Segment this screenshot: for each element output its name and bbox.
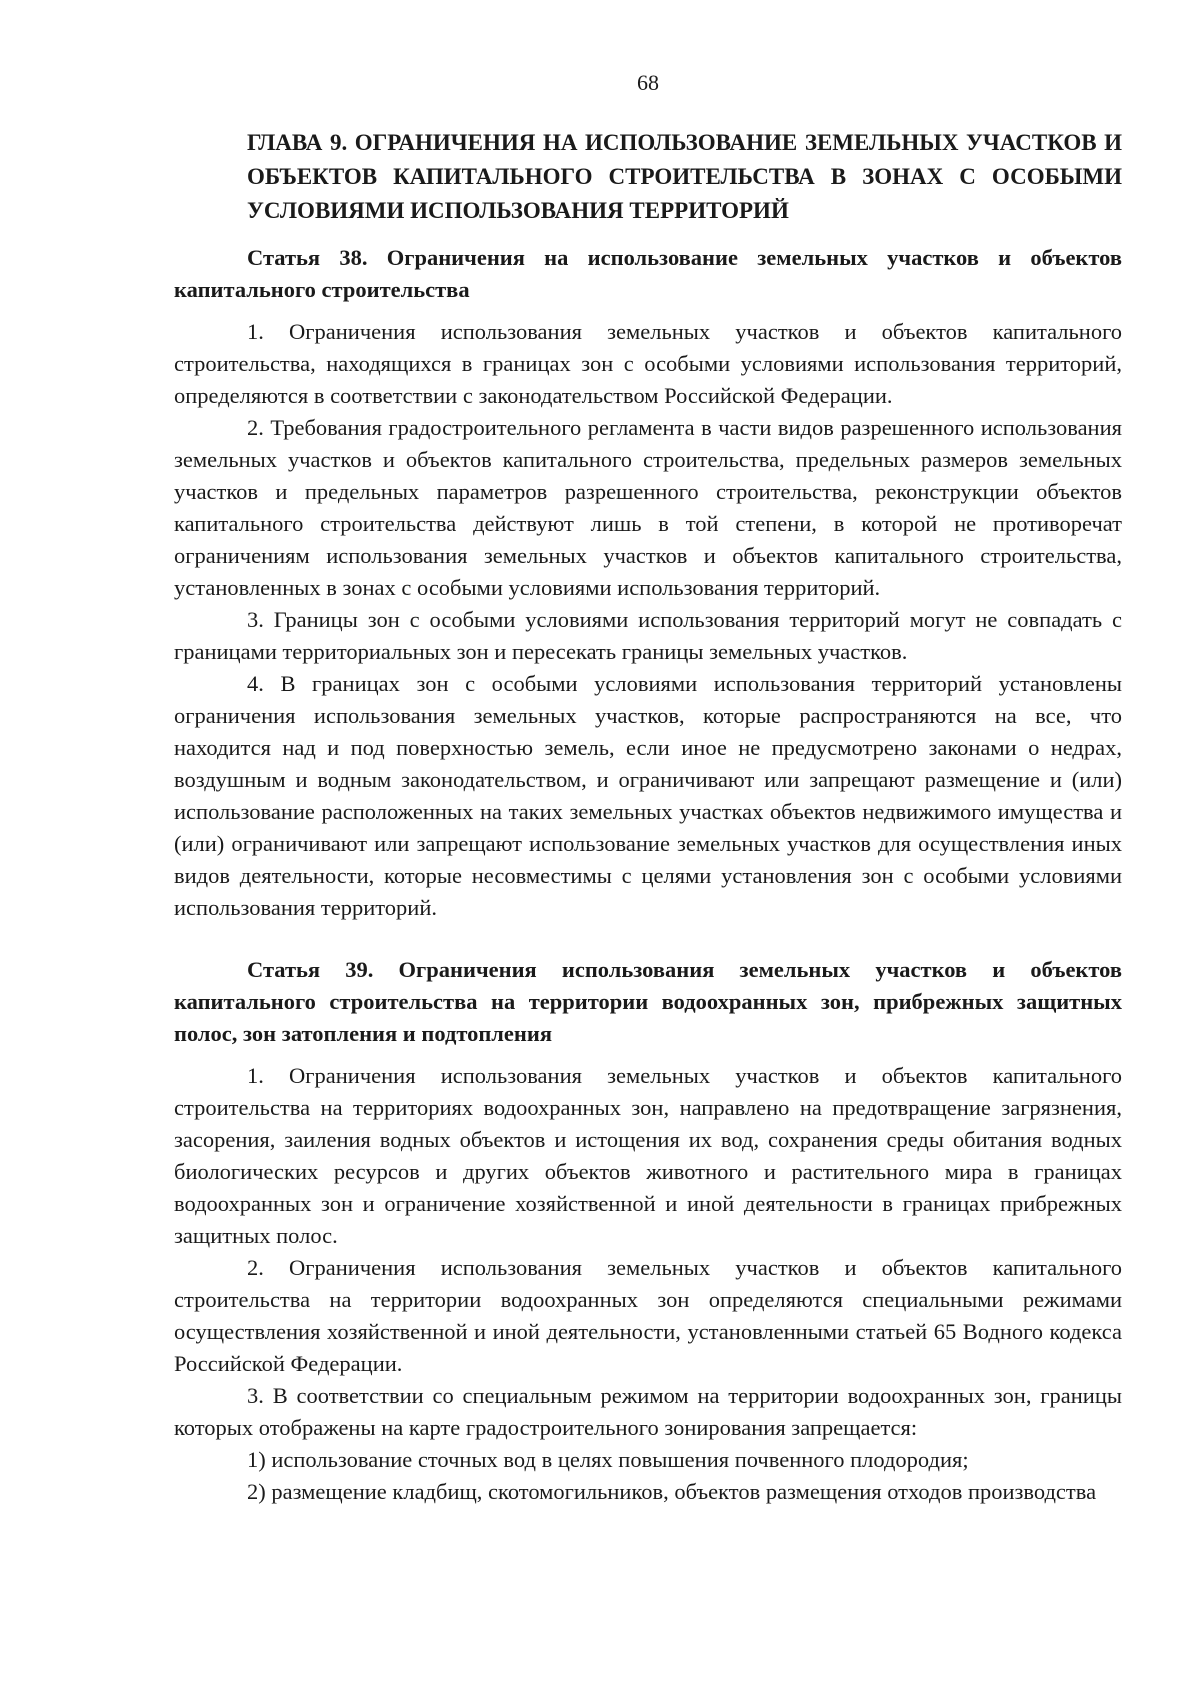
article-39-list-item-2: 2) размещение кладбищ, скотомогильников, объектов размещения отходов производства bbox=[247, 1479, 1097, 1504]
article-39-title: Статья 39. Ограничения использования земельных участков и объектов капитального строительства на территории водоохранных зон, прибрежных защитных полос, зон затопления и подтопления bbox=[174, 957, 1122, 1046]
article-38-paragraph-2: 2. Требования градостроительного регламента в части видов разрешенного использования земельных участков и объектов капитального строительства, предельных размеров земельных участков и предельных параметров разрешенного строительства, реконструкции объектов капитального строительства действуют лишь в той степени, в которой не противоречат ограничениям использования земельных участков и объектов капитального строительства, установленных в зонах с особыми условиями использования территорий. bbox=[174, 415, 1122, 600]
article-38-paragraph-1: 1. Ограничения использования земельных участков и объектов капитального строительства, находящихся в границах зон с особыми условиями использования территорий, определяются в соответствии с законодательством Российской Федерации. bbox=[174, 319, 1122, 408]
article-38-paragraph-3: 3. Границы зон с особыми условиями использования территорий могут не совпадать с границами территориальных зон и пересекать границы земельных участков. bbox=[174, 607, 1122, 664]
chapter-title: ГЛАВА 9. ОГРАНИЧЕНИЯ НА ИСПОЛЬЗОВАНИЕ ЗЕМЕЛЬНЫХ УЧАСТКОВ И ОБЪЕКТОВ КАПИТАЛЬНОГО СТРОИТЕЛЬСТВА В ЗОНАХ С ОСОБЫМИ УСЛОВИЯМИ ИСПОЛЬЗОВАНИЯ ТЕРРИТОРИЙ bbox=[247, 130, 1122, 223]
section-gap bbox=[174, 924, 1122, 954]
article-39-list-item-1: 1) использование сточных вод в целях повышения почвенного плодородия; bbox=[247, 1447, 969, 1472]
article-38-title: Статья 38. Ограничения на использование земельных участков и объектов капитального строительства bbox=[174, 245, 1122, 302]
article-39-paragraph-2: 2. Ограничения использования земельных участков и объектов капитального строительства на территории водоохранных зон определяются специальными режимами осуществления хозяйственной и иной деятельности, установленными статьей 65 Водного кодекса Российской Федерации. bbox=[174, 1255, 1122, 1376]
article-39-paragraph-1: 1. Ограничения использования земельных участков и объектов капитального строительства на территориях водоохранных зон, направлено на предотвращение загрязнения, засорения, заиления водных объектов и истощения их вод, сохранения среды обитания водных биологических ресурсов и других объектов животного и растительного мира в границах водоохранных зон и ограничение хозяйственной и иной деятельности в границах прибрежных защитных полос. bbox=[174, 1063, 1122, 1248]
article-39 bbox=[174, 954, 1122, 1508]
article-38 bbox=[174, 242, 1122, 924]
page-number: 68 bbox=[637, 70, 659, 95]
article-39-paragraph-3: 3. В соответствии со специальным режимом на территории водоохранных зон, границы которых отображены на карте градостроительного зонирования запрещается: bbox=[174, 1383, 1122, 1440]
article-38-paragraph-4: 4. В границах зон с особыми условиями использования территорий установлены ограничения использования земельных участков, которые распространяются на все, что находится над и под поверхностью земель, если иное не предусмотрено законами о недрах, воздушным и водным законодательством, и ограничивают или запрещают размещение и (или) использование расположенных на таких земельных участках объектов недвижимого имущества и (или) ограничивают или запрещают использование земельных участков для осуществления иных видов деятельности, которые несовместимы с целями установления зон с особыми условиями использования территорий. bbox=[174, 671, 1122, 920]
document-page bbox=[174, 70, 1122, 1508]
